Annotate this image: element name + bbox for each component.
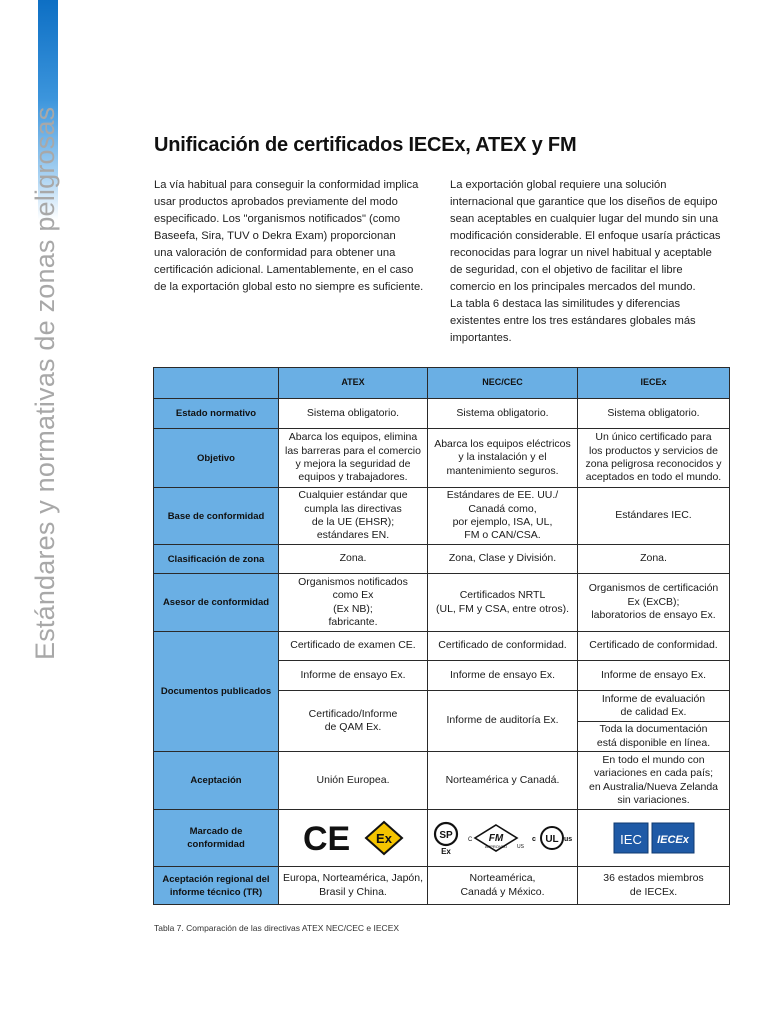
table-caption: Tabla 7. Comparación de las directivas ATEX NEC/CEC e IECEX [154,923,400,933]
svg-text:C: C [467,837,472,843]
svg-text:APPROVED: APPROVED [484,844,507,849]
svg-text:CE: CE [303,821,351,855]
table-row [154,429,730,488]
svg-text:UL: UL [544,834,559,845]
table-corner-cell [154,368,279,399]
table-row [154,867,730,905]
cell-aceptacion-iecex: En todo el mundo con variaciones en cada país; en Australia/Nueva Zelanda sin variaciones. [578,752,730,810]
csa-logo-icon [432,821,462,855]
cell-estado-nec: Sistema obligatorio. [428,399,578,429]
comparison-table [153,367,730,905]
svg-text:SP: SP [438,830,453,841]
cell-documentos-atex-1: Certificado de examen CE. [279,632,428,661]
vertical-section-title: Estándares y normativas de zonas peligrosas [30,106,60,660]
table-row [154,399,730,429]
fm-approved-icon [465,823,527,853]
table-row [154,574,730,632]
cell-objetivo-iecex: Un único certificado para los productos y servicios de zona peligrosa reconocidos y aceptados en todo el mundo. [578,429,730,488]
intro-right-text: La exportación global requiere una solución internacional que garantice que los diseños de equipo sean aceptables en cualquier lugar del mundo sin una modificación considerable. El enfoque usaría prácticas reconocidas para lograr un nivel habitual y aceptable de seguridad, con el objetivo de facilitar el libre comercio en los principales mercados del mundo. La tabla 6 destaca las similitudes y diferencias existentes entre los tres estándares globales más importantes. [450,179,721,344]
header-nec-cec: NEC/CEC [428,368,578,399]
cell-documentos-iecex-1: Certificado de conformidad. [578,632,730,661]
cell-regional-atex: Europa, Norteamérica, Japón, Brasil y China. [279,867,428,905]
svg-text:Ex: Ex [440,847,451,855]
cell-asesor-iecex: Organismos de certificación Ex (ExCB); laboratorios de ensayo Ex. [578,574,730,632]
table-row [154,752,730,810]
row-label-clasificacion: Clasificación de zona [154,545,279,574]
cell-aceptacion-nec: Norteamérica y Canadá. [428,752,578,810]
intro-right-column [450,177,732,347]
svg-text:Ex: Ex [376,831,392,846]
svg-text:FM: FM [488,833,503,844]
table-row [154,810,730,867]
cell-documentos-iecex-3a: Informe de evaluación de calidad Ex. [578,691,730,722]
cell-aceptacion-atex: Unión Europea. [279,752,428,810]
row-label-asesor: Asesor de conformidad [154,574,279,632]
row-label-regional: Aceptación regional del informe técnico (TR) [154,867,279,905]
cell-documentos-nec-1: Certificado de conformidad. [428,632,578,661]
cell-estado-iecex: Sistema obligatorio. [578,399,730,429]
svg-text:us: us [563,836,572,843]
cell-marcado-iecex [578,810,730,867]
cell-clasificacion-iecex: Zona. [578,545,730,574]
cell-base-nec: Estándares de EE. UU./ Canadá como, por ejemplo, ISA, UL, FM o CAN/CSA. [428,488,578,545]
table-row [154,545,730,574]
nec-logos [431,821,574,855]
cell-documentos-iecex-3b: Toda la documentación está disponible en línea. [578,722,730,752]
iecex-logo-icon [651,821,695,855]
cell-documentos-atex-3: Certificado/Informe de QAM Ex. [279,691,428,752]
cell-asesor-atex: Organismos notificados como Ex (Ex NB); fabricante. [279,574,428,632]
ce-mark-icon [302,821,356,855]
row-label-objetivo: Objetivo [154,429,279,488]
row-label-base: Base de conformidad [154,488,279,545]
cell-clasificacion-atex: Zona. [279,545,428,574]
atex-logos [282,820,424,856]
table-header-row [154,368,730,399]
cell-asesor-nec: Certificados NRTL (UL, FM y CSA, entre otros). [428,574,578,632]
table-row [154,632,730,661]
cell-base-iecex: Estándares IEC. [578,488,730,545]
cell-marcado-nec [428,810,578,867]
ex-hazard-icon [364,820,404,856]
cell-clasificacion-nec: Zona, Clase y División. [428,545,578,574]
cell-marcado-atex [279,810,428,867]
cell-regional-nec: Norteamérica, Canadá y México. [428,867,578,905]
cell-documentos-nec-2: Informe de ensayo Ex. [428,661,578,691]
intro-left-text: La vía habitual para conseguir la conformidad implica usar productos aprobados previamente del modo especificado. Los "organismos notificados" (como Baseefa, Sira, TUV o Dekra Exam) proporcionan una valoración de conformidad para obtener una certificación adicional. Lamentablemente, en el caso de la exportación global esto no siempre es suficiente. [154,179,424,293]
cell-documentos-iecex-2: Informe de ensayo Ex. [578,661,730,691]
row-label-estado: Estado normativo [154,399,279,429]
row-label-documentos: Documentos publicados [154,632,279,752]
header-iecex: IECEx [578,368,730,399]
header-atex: ATEX [279,368,428,399]
cell-objetivo-nec: Abarca los equipos eléctricos y la instalación y el mantenimiento seguros. [428,429,578,488]
cell-documentos-atex-2: Informe de ensayo Ex. [279,661,428,691]
cell-base-atex: Cualquier estándar que cumpla las directivas de la UE (EHSR); estándares EN. [279,488,428,545]
svg-text:US: US [516,844,524,850]
svg-text:c: c [531,836,536,843]
iecex-logos [581,821,726,855]
row-label-marcado: Marcado de conformidad [154,810,279,867]
svg-text:IECEx: IECEx [656,834,689,846]
cell-objetivo-atex: Abarca los equipos, elimina las barreras para el comercio y mejora la seguridad de equipos y trabajadores. [279,429,428,488]
cell-estado-atex: Sistema obligatorio. [279,399,428,429]
intro-left-column [154,177,436,296]
row-label-aceptacion: Aceptación [154,752,279,810]
cell-regional-iecex: 36 estados miembros de IECEx. [578,867,730,905]
ul-listed-icon [530,823,574,853]
svg-text:IEC: IEC [619,832,642,847]
iec-logo-icon [613,821,649,855]
table-row [154,488,730,545]
page-title: Unificación de certificados IECEx, ATEX y FM [154,134,577,156]
cell-documentos-nec-3: Informe de auditoría Ex. [428,691,578,752]
